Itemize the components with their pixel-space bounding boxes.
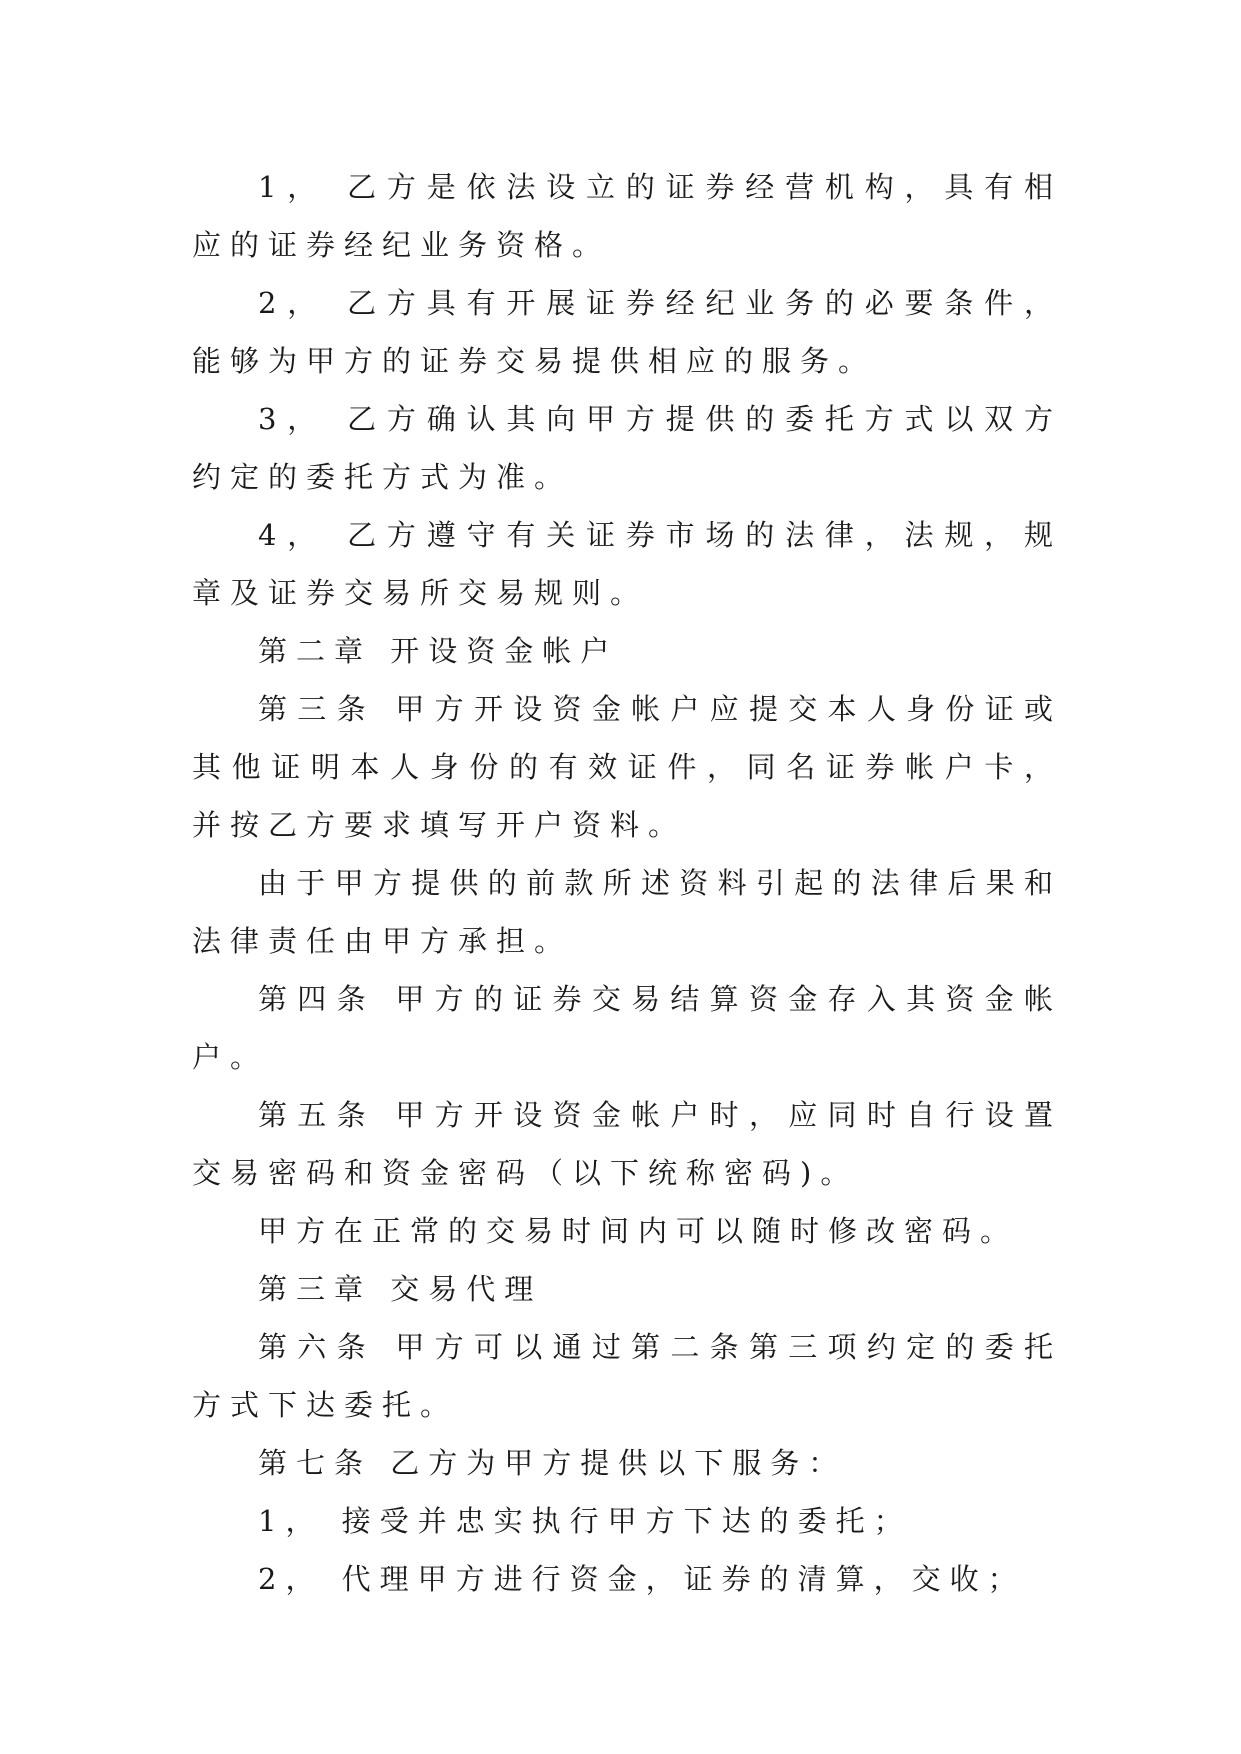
article-4: 第四条 甲方的证券交易结算资金存入其资金帐户。 — [192, 982, 1062, 1074]
paragraph-clause-1: 1， 乙方是依法设立的证券经营机构，具有相应的证券经纪业务资格。 — [192, 170, 1062, 262]
document-body — [192, 158, 1062, 1608]
chapter-heading-2: 第二章 开设资金帐户 — [258, 634, 619, 668]
article-7: 第七条 乙方为甲方提供以下服务： — [258, 1446, 847, 1480]
article-7-item-2: 2， 代理甲方进行资金，证券的清算，交收； — [258, 1562, 1026, 1596]
article-5: 第五条 甲方开设资金帐户时，应同时自行设置交易密码和资金密码（以下统称密码)。 — [192, 1098, 1062, 1190]
article-3: 第三条 甲方开设资金帐户应提交本人身份证或其他证明本人身份的有效证件，同名证券帐户卡，并按乙方要求填写开户资料。 — [192, 692, 1062, 842]
article-5-note: 甲方在正常的交易时间内可以随时修改密码。 — [258, 1214, 1019, 1248]
article-7-item-1: 1， 接受并忠实执行甲方下达的委托； — [258, 1504, 912, 1538]
article-6: 第六条 甲方可以通过第二条第三项约定的委托方式下达委托。 — [192, 1330, 1062, 1422]
paragraph-clause-4: 4， 乙方遵守有关证券市场的法律，法规，规章及证券交易所交易规则。 — [192, 518, 1062, 610]
chapter-heading-3: 第三章 交易代理 — [258, 1272, 543, 1306]
paragraph-clause-3: 3， 乙方确认其向甲方提供的委托方式以双方约定的委托方式为准。 — [192, 402, 1062, 494]
paragraph-clause-2: 2， 乙方具有开展证券经纪业务的必要条件，能够为甲方的证券交易提供相应的服务。 — [192, 286, 1062, 378]
article-3-note: 由于甲方提供的前款所述资料引起的法律后果和法律责任由甲方承担。 — [192, 866, 1062, 958]
